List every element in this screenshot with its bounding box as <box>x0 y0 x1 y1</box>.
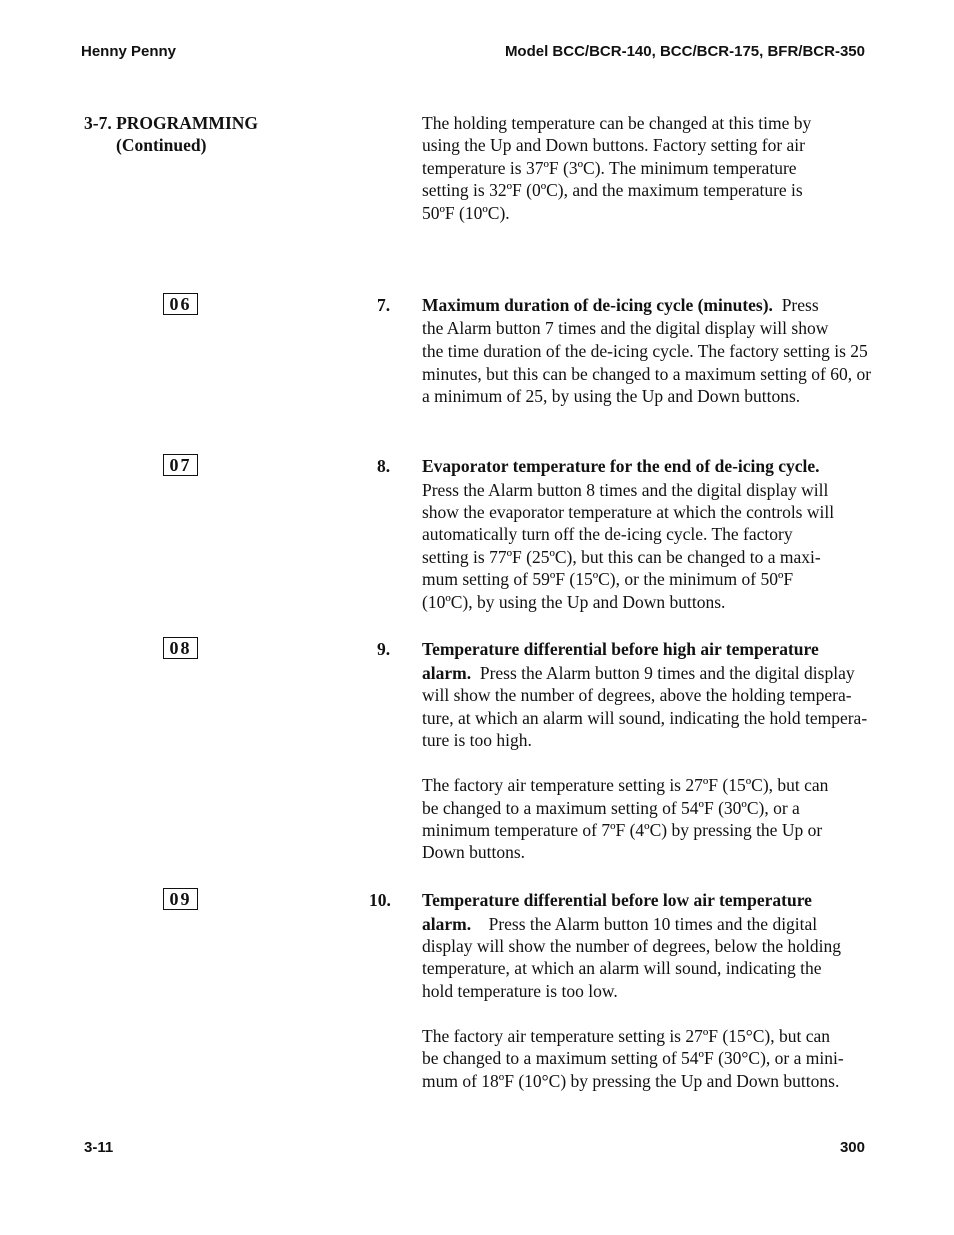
item-line: Down buttons. <box>422 842 526 862</box>
item-heading-line <box>422 663 855 684</box>
intro-line: using the Up and Down buttons. Factory setting for air <box>422 135 806 155</box>
section-continued: (Continued) <box>116 135 207 155</box>
item-line: a minimum of 25, by using the Up and Down buttons. <box>422 386 801 406</box>
intro-line: The holding temperature can be changed at this time by <box>422 113 812 133</box>
item-number: 7. <box>377 295 391 315</box>
item-heading: Maximum duration of de-icing cycle (minutes). <box>422 295 773 315</box>
item-line: hold temperature is too low. <box>422 981 618 1001</box>
item-line: ture is too high. <box>422 730 532 750</box>
display-code-box: 08 <box>163 637 198 659</box>
item-heading-2: alarm. <box>422 914 472 934</box>
header-right: Model BCC/BCR-140, BCC/BCR-175, BFR/BCR-350 <box>504 43 865 60</box>
item-heading: Temperature differential before low air temperature <box>422 890 812 910</box>
footer-page-number: 3-11 <box>84 1139 114 1156</box>
item-heading: Temperature differential before high air temperature <box>422 639 819 659</box>
item-line: setting is 77ºF (25ºC), but this can be changed to a maxi- <box>422 547 821 567</box>
item-line: mum setting of 59ºF (15ºC), or the minimum of 50ºF <box>422 569 794 589</box>
display-code-box: 07 <box>163 454 198 476</box>
item-number: 8. <box>377 456 391 476</box>
intro-line: 50ºF (10ºC). <box>422 203 510 223</box>
item-heading-tail: Press the Alarm button 10 times and the digital <box>488 914 818 934</box>
footer-doc-number: 300 <box>839 1139 865 1156</box>
item-heading-2: alarm. <box>422 663 472 683</box>
item-line: display will show the number of degrees, below the holding <box>422 936 841 956</box>
item-line: automatically turn off the de-icing cycle. The factory <box>422 524 793 544</box>
item-line: minimum temperature of 7ºF (4ºC) by pressing the Up or <box>422 820 823 840</box>
intro-line: setting is 32ºF (0ºC), and the maximum temperature is <box>422 180 803 200</box>
item-line: The factory air temperature setting is 27ºF (15°C), but can <box>422 1026 830 1046</box>
item-line: (10ºC), by using the Up and Down buttons. <box>422 592 726 612</box>
intro-line: temperature is 37ºF (3ºC). The minimum temperature <box>422 158 797 178</box>
item-line: temperature, at which an alarm will sound, indicating the <box>422 958 822 978</box>
item-line: the Alarm button 7 times and the digital display will show <box>422 318 829 338</box>
item-heading-tail: Press the Alarm button 9 times and the digital display <box>479 663 855 683</box>
item-number: 9. <box>377 639 391 659</box>
item-line: mum of 18ºF (10°C) by pressing the Up and Down buttons. <box>422 1071 840 1091</box>
item-line: will show the number of degrees, above the holding tempera- <box>422 685 852 705</box>
item-heading: Evaporator temperature for the end of de-icing cycle. <box>422 456 820 476</box>
item-line: ture, at which an alarm will sound, indicating the hold tempera- <box>422 708 868 728</box>
header-left: Henny Penny <box>81 43 177 60</box>
item-line: minutes, but this can be changed to a maximum setting of 60, or <box>422 364 872 384</box>
item-number: 10. <box>369 890 391 910</box>
item-line: Press the Alarm button 8 times and the digital display will <box>422 480 829 500</box>
section-title: 3-7. PROGRAMMING <box>84 113 259 133</box>
item-line: be changed to a maximum setting of 54ºF (30°C), or a mini- <box>422 1048 844 1068</box>
item-line: the time duration of the de-icing cycle. The factory setting is 25 <box>422 341 868 361</box>
item-heading-tail: Press <box>781 295 819 315</box>
item-line: The factory air temperature setting is 27ºF (15ºC), but can <box>422 775 829 795</box>
item-line: show the evaporator temperature at which the controls will <box>422 502 835 522</box>
display-code-box: 06 <box>163 293 198 315</box>
item-heading-line <box>422 295 819 316</box>
display-code-box: 09 <box>163 888 198 910</box>
item-line: be changed to a maximum setting of 54ºF (30ºC), or a <box>422 798 800 818</box>
item-heading-line <box>422 914 817 935</box>
